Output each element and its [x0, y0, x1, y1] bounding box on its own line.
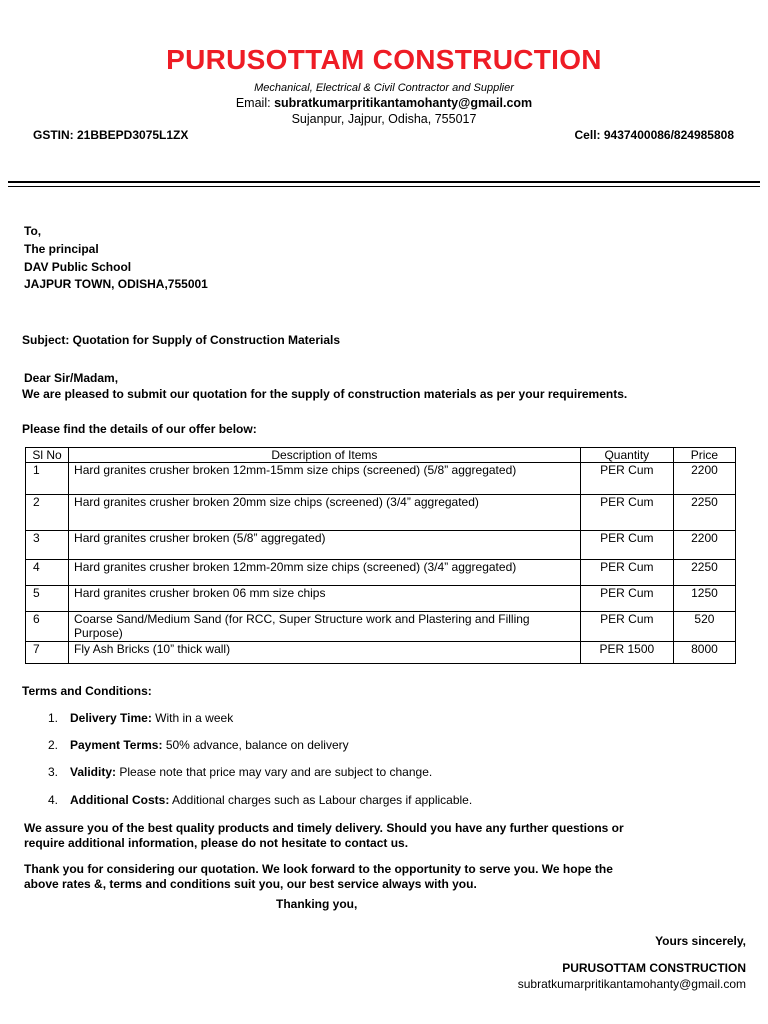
assurance-line-2: require additional information, please do not hesitate to contact us.: [24, 836, 409, 850]
recipient-line-1: The principal: [24, 242, 99, 256]
row-price: 8000: [673, 642, 735, 664]
offer-intro: Please find the details of our offer below:: [22, 422, 257, 436]
signature-company: PURUSOTTAM CONSTRUCTION: [562, 961, 746, 975]
row-sl-no: 3: [26, 531, 69, 560]
header-quantity: Quantity: [580, 448, 673, 463]
row-sl-no: 7: [26, 642, 69, 664]
row-quantity: PER Cum: [580, 531, 673, 560]
thanks-line-1: Thank you for considering our quotation. We look forward to the opportunity to serve you. We hope the: [24, 862, 613, 876]
row-sl-no: 5: [26, 586, 69, 612]
thanking-you: Thanking you,: [276, 897, 358, 911]
thanks-line-2: above rates &, terms and conditions suit you, our best service always with you.: [24, 877, 477, 891]
company-address: Sujanpur, Jajpur, Odisha, 755017: [291, 112, 477, 126]
gstin: GSTIN: 21BBEPD3075L1ZX: [33, 128, 189, 142]
row-price: 2250: [673, 560, 735, 586]
header-email-line: [0, 96, 768, 110]
term-item: [48, 793, 472, 807]
header-sl-no: Sl No: [26, 448, 69, 463]
table-row: [26, 531, 736, 560]
term-text: With in a week: [151, 711, 234, 725]
table-row: [26, 495, 736, 531]
quotation-table: [25, 447, 736, 664]
table-header-row: [26, 448, 736, 463]
term-number: 3.: [48, 765, 59, 779]
term-number: 2.: [48, 738, 59, 752]
cell-number: Cell: 9437400086/824985808: [574, 128, 734, 142]
header-email: subratkumarpritikantamohanty@gmail.com: [274, 96, 533, 110]
header-description: Description of Items: [69, 448, 581, 463]
term-item: [48, 738, 349, 752]
table-row: [26, 586, 736, 612]
row-price: 520: [673, 612, 735, 642]
term-label: Validity:: [70, 765, 117, 779]
row-description: Hard granites crusher broken 06 mm size chips: [69, 586, 581, 612]
company-name: PURUSOTTAM CONSTRUCTION: [166, 44, 602, 75]
assurance-line-1: We assure you of the best quality products and timely delivery. Should you have any further questions or: [24, 821, 624, 835]
row-quantity: PER Cum: [580, 586, 673, 612]
row-description: Hard granites crusher broken 12mm-20mm size chips (screened) (3/4” aggregated): [69, 560, 581, 586]
row-description: Hard granites crusher broken 12mm-15mm size chips (screened) (5/8” aggregated): [69, 463, 581, 495]
header-divider-thick: [8, 181, 760, 183]
term-label: Delivery Time:: [70, 711, 152, 725]
row-quantity: PER Cum: [580, 495, 673, 531]
email-label: Email:: [235, 96, 271, 110]
term-text: 50% advance, balance on delivery: [162, 738, 349, 752]
greeting: Dear Sir/Madam,: [24, 371, 119, 385]
row-description: Coarse Sand/Medium Sand (for RCC, Super Structure work and Plastering and Filling Purpose): [69, 612, 581, 642]
row-price: 2200: [673, 463, 735, 495]
row-description: Hard granites crusher broken (5/8” aggregated): [69, 531, 581, 560]
recipient-to: To,: [24, 224, 42, 238]
header-price: Price: [673, 448, 735, 463]
row-description: Hard granites crusher broken 20mm size chips (screened) (3/4” aggregated): [69, 495, 581, 531]
recipient-line-2: DAV Public School: [24, 260, 132, 274]
table-row: [26, 642, 736, 664]
assurance-paragraph: [24, 821, 664, 851]
recipient-line-3: JAJPUR TOWN, ODISHA,755001: [24, 277, 208, 291]
row-sl-no: 1: [26, 463, 69, 495]
term-label: Payment Terms:: [70, 738, 163, 752]
signature-email: subratkumarpritikantamohanty@gmail.com: [517, 977, 746, 991]
term-text: Please note that price may vary and are subject to change.: [116, 765, 433, 779]
header-divider-thin: [8, 186, 760, 187]
term-text: Additional charges such as Labour charges if applicable.: [169, 793, 473, 807]
subject-line: Subject: Quotation for Supply of Construction Materials: [22, 333, 341, 347]
term-number: 1.: [48, 711, 59, 725]
terms-title: Terms and Conditions:: [22, 684, 152, 698]
row-quantity: PER Cum: [580, 560, 673, 586]
row-quantity: PER 1500: [580, 642, 673, 664]
row-price: 2250: [673, 495, 735, 531]
intro-paragraph: We are pleased to submit our quotation for the supply of construction materials as per your requirements.: [22, 387, 628, 401]
table-row: [26, 560, 736, 586]
table-row: [26, 463, 736, 495]
thanks-paragraph: [24, 862, 664, 892]
row-description: Fly Ash Bricks (10” thick wall): [69, 642, 581, 664]
row-quantity: PER Cum: [580, 612, 673, 642]
row-price: 1250: [673, 586, 735, 612]
term-item: [48, 765, 432, 779]
table-row: [26, 612, 736, 642]
term-item: [48, 711, 233, 725]
row-price: 2200: [673, 531, 735, 560]
term-label: Additional Costs:: [70, 793, 170, 807]
row-quantity: PER Cum: [580, 463, 673, 495]
row-sl-no: 6: [26, 612, 69, 642]
company-tagline: Mechanical, Electrical & Civil Contractor and Supplier: [254, 82, 514, 94]
row-sl-no: 2: [26, 495, 69, 531]
row-sl-no: 4: [26, 560, 69, 586]
term-number: 4.: [48, 793, 59, 807]
yours-sincerely: Yours sincerely,: [655, 934, 746, 948]
